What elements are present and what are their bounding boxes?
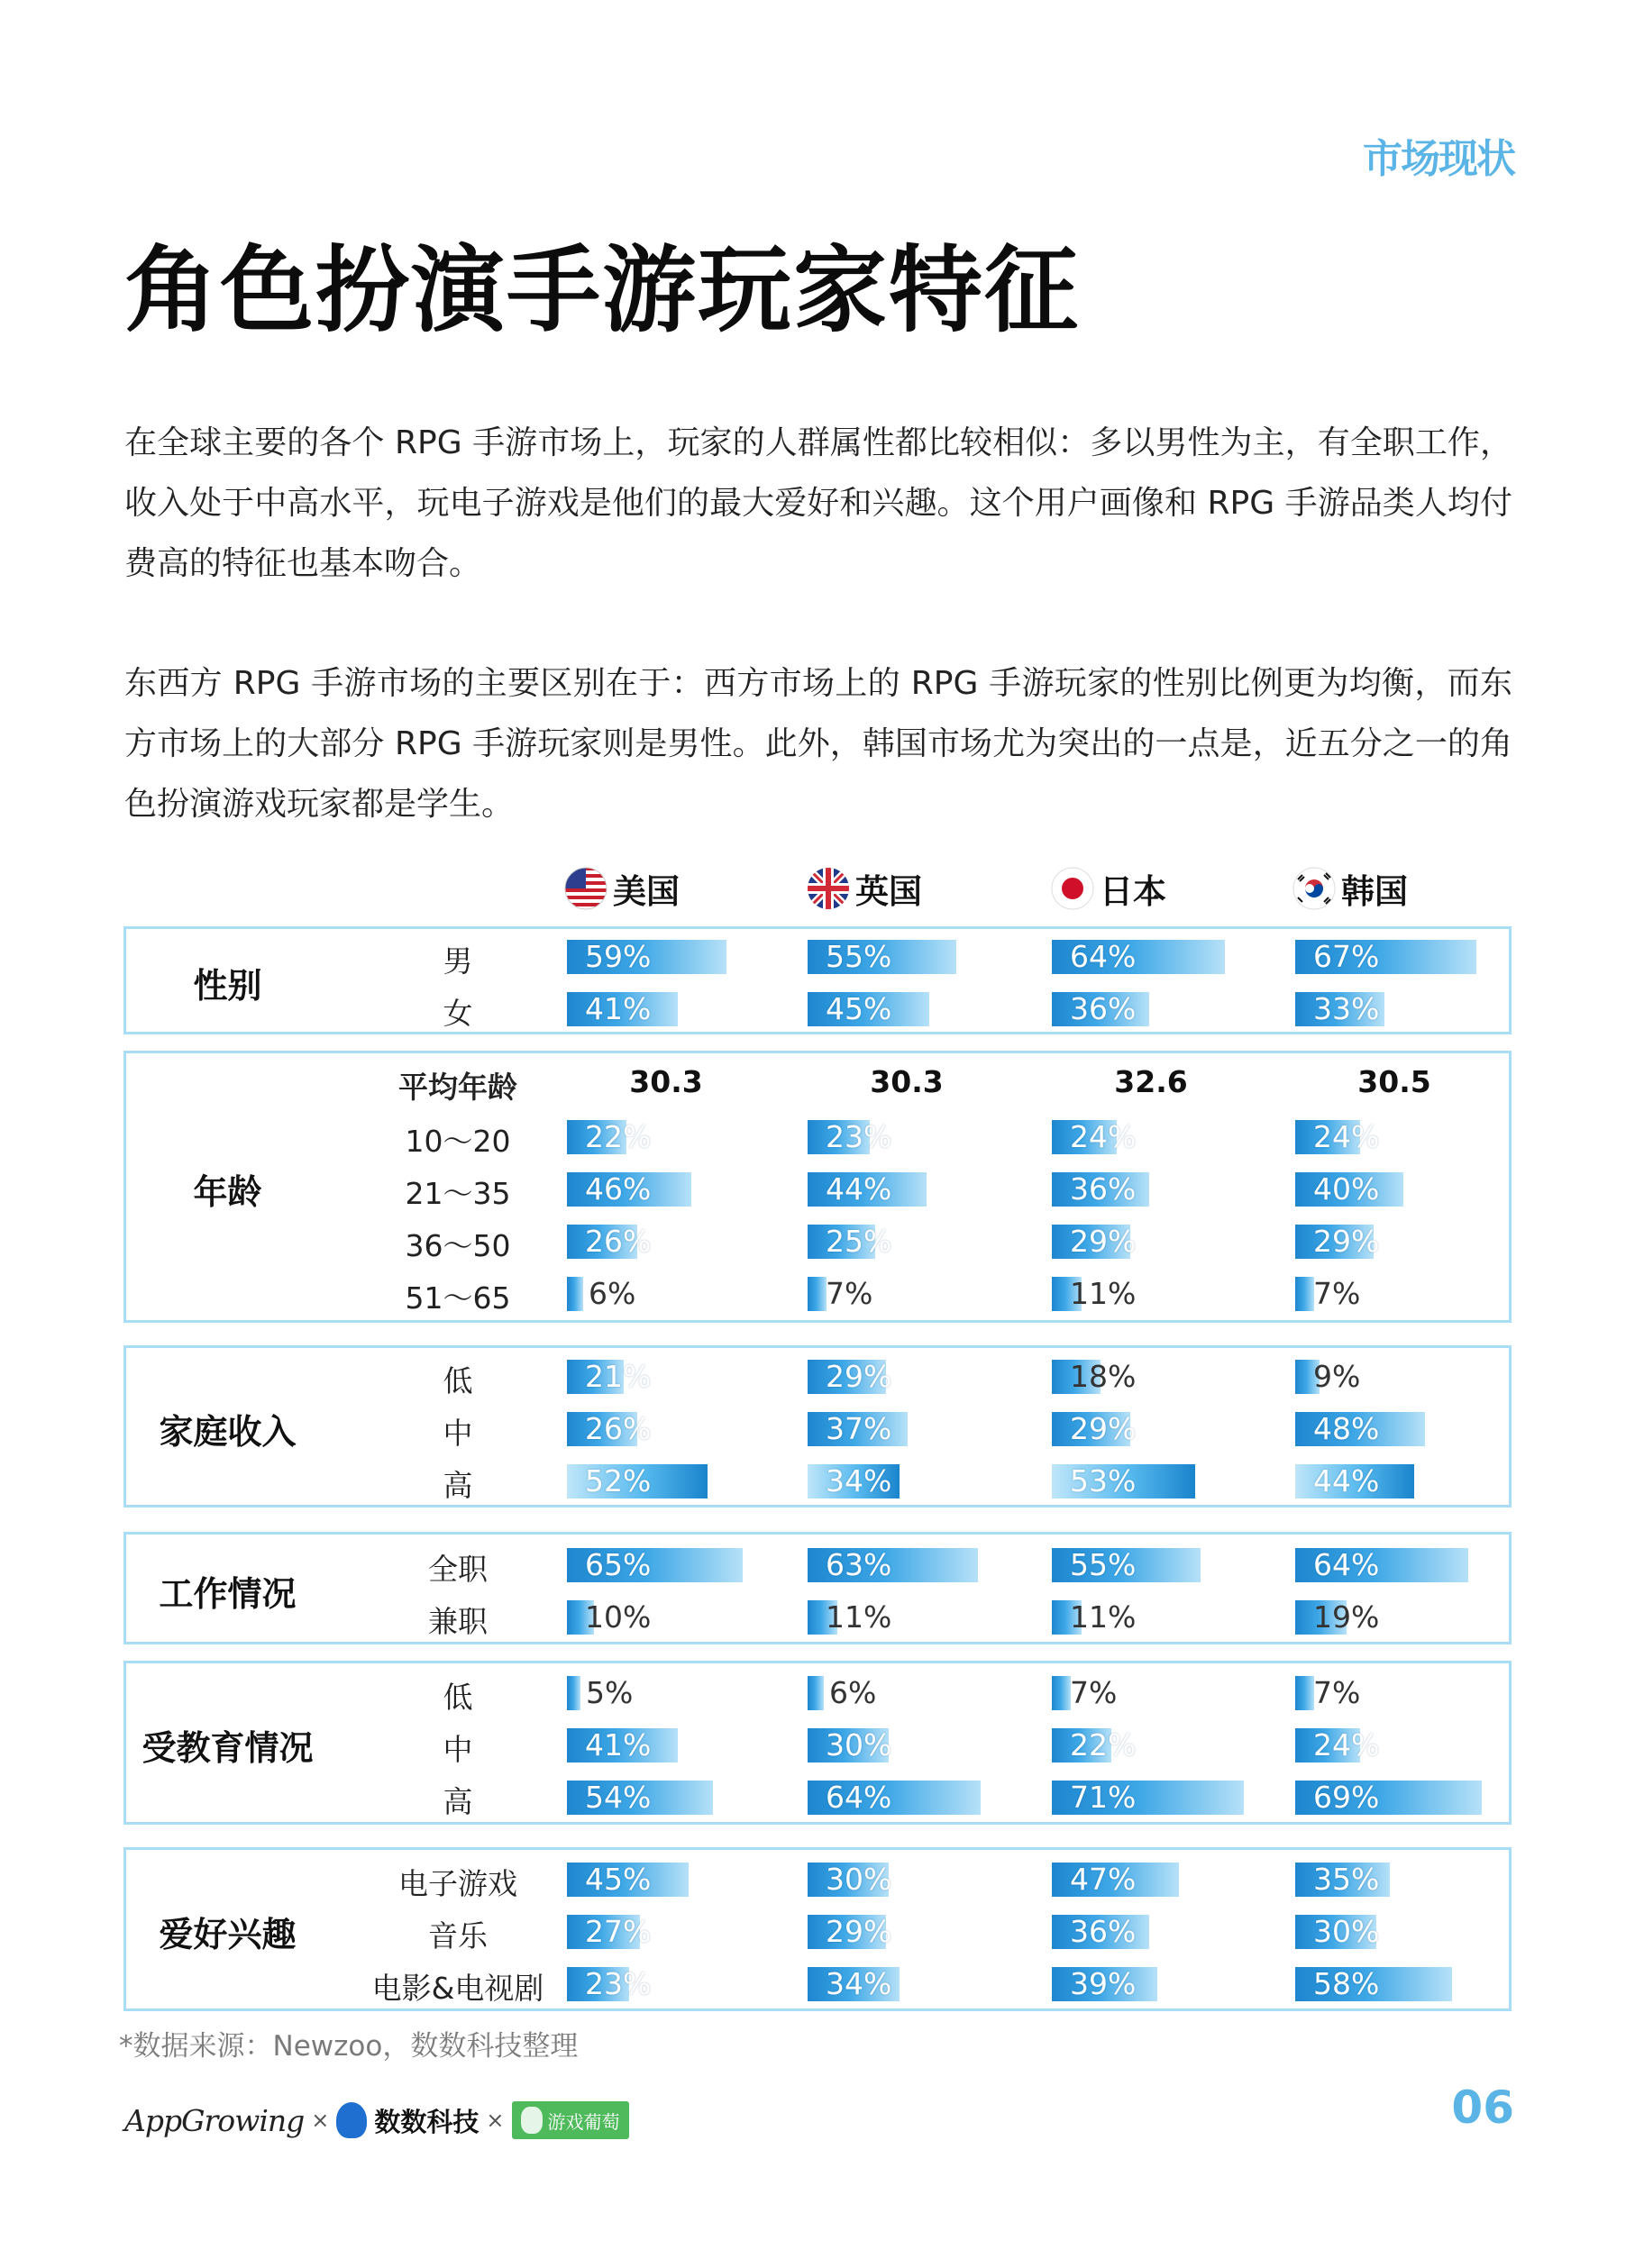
data-bar (1295, 1277, 1314, 1311)
group-label: 性别 (193, 966, 262, 1006)
country-header-kr (1292, 865, 1408, 912)
data-value-label: 52% (585, 1463, 652, 1498)
data-value-label: 39% (1070, 1966, 1137, 2001)
logo-separator: × (486, 2108, 505, 2133)
country-header-jp (1051, 865, 1166, 912)
row-label: 低 (443, 1363, 473, 1398)
data-value-label: 23% (585, 1966, 652, 2001)
data-value-label: 10% (585, 1599, 652, 1635)
data-value-label: 7% (1313, 1276, 1361, 1311)
data-value-label: 26% (585, 1224, 652, 1259)
data-value-label: 29% (826, 1914, 892, 1949)
data-bar (567, 1676, 580, 1710)
data-value-label: 5% (586, 1675, 634, 1710)
data-value-label: 41% (585, 991, 652, 1026)
data-value-label: 23% (826, 1119, 892, 1154)
data-value-label: 7% (826, 1276, 873, 1311)
data-value-label: 47% (1070, 1862, 1137, 1897)
data-value-label: 7% (1070, 1675, 1118, 1710)
data-value-label: 45% (826, 991, 892, 1026)
data-value-label: 36% (1070, 1914, 1137, 1949)
data-value-label: 44% (826, 1171, 892, 1207)
country-name: 美国 (613, 872, 680, 911)
data-value-label: 64% (1313, 1546, 1380, 1582)
data-value-label: 48% (1313, 1411, 1380, 1446)
group-label: 家庭收入 (159, 1412, 297, 1452)
uk-flag-icon (807, 867, 850, 910)
us-flag-icon (564, 867, 607, 910)
korea-flag-icon (1292, 867, 1336, 910)
group-label: 年龄 (193, 1172, 262, 1212)
data-value-label: 36% (1070, 1171, 1137, 1207)
data-value-label: 41% (585, 1727, 652, 1762)
row-label: 男 (443, 943, 473, 979)
data-bar (1052, 1676, 1071, 1710)
group-household-income (123, 1345, 1512, 1507)
data-value-label: 25% (826, 1224, 892, 1259)
footer-logos (124, 2098, 629, 2143)
data-value-label: 45% (585, 1862, 652, 1897)
row-label: 51～65 (405, 1280, 511, 1316)
data-value-label: 71% (1070, 1780, 1137, 1815)
data-value-label: 54% (585, 1780, 652, 1815)
japan-flag-icon (1051, 867, 1094, 910)
country-name: 日本 (1100, 872, 1166, 911)
data-value-label: 64% (1070, 939, 1137, 974)
data-value-label: 9% (1313, 1359, 1361, 1394)
data-value-label: 29% (1313, 1224, 1380, 1259)
shushu-head-icon (336, 2102, 367, 2138)
data-value-label: 27% (585, 1914, 652, 1949)
data-source-note: *数据来源：Newzoo，数数科技整理 (119, 2030, 579, 2063)
shushu-logo-text: 数数科技 (374, 2106, 480, 2137)
data-value-label: 29% (826, 1359, 892, 1394)
page-number: 06 (1451, 2081, 1514, 2134)
data-value-label: 22% (585, 1119, 652, 1154)
data-value-label: 46% (585, 1171, 652, 1207)
data-value-label: 26% (585, 1411, 652, 1446)
row-label: 高 (443, 1784, 473, 1819)
data-value-label: 63% (826, 1546, 892, 1582)
data-value-label: 37% (826, 1411, 892, 1446)
data-value-label: 22% (1070, 1727, 1137, 1762)
data-value-label: 53% (1070, 1463, 1137, 1498)
data-value-label: 7% (1313, 1675, 1361, 1710)
section-label: 市场现状 (1363, 136, 1514, 182)
data-value-label: 21% (585, 1359, 652, 1394)
average-age-value: 32.6 (1114, 1064, 1188, 1099)
data-value-label: 24% (1070, 1119, 1137, 1154)
data-value-label: 67% (1313, 939, 1380, 974)
data-value-label: 30% (1313, 1914, 1380, 1949)
data-value-label: 19% (1313, 1599, 1380, 1635)
row-label: 36～50 (405, 1228, 511, 1263)
youxiputao-logo (512, 2101, 629, 2139)
data-bar (808, 1277, 827, 1311)
data-value-label: 6% (829, 1675, 877, 1710)
row-label: 兼职 (428, 1603, 488, 1639)
data-bar (808, 1676, 824, 1710)
country-header-uk (807, 865, 922, 912)
data-value-label: 34% (826, 1966, 892, 2001)
data-value-label: 40% (1313, 1171, 1380, 1207)
data-value-label: 11% (1070, 1599, 1137, 1635)
data-value-label: 64% (826, 1780, 892, 1815)
intro-paragraph-1: 在全球主要的各个 RPG 手游市场上，玩家的人群属性都比较相似：多以男性为主，有全职工作，收入处于中高水平，玩电子游戏是他们的最大爱好和兴趣。这个用户画像和 RPG 手游品类人均付费高的特征也基本吻合。 (124, 424, 1512, 582)
row-label: 女 (443, 996, 473, 1031)
data-value-label: 11% (826, 1599, 892, 1635)
row-label: 21～35 (405, 1176, 511, 1211)
row-label: 10～20 (405, 1124, 511, 1159)
group-employment (123, 1532, 1512, 1644)
row-label: 音乐 (428, 1918, 488, 1954)
row-label: 电子游戏 (398, 1866, 517, 1901)
row-label: 低 (443, 1680, 473, 1715)
group-education (123, 1661, 1512, 1825)
data-value-label: 30% (826, 1727, 892, 1762)
data-bar (1295, 1676, 1314, 1710)
data-value-label: 30% (826, 1862, 892, 1897)
data-value-label: 29% (1070, 1411, 1137, 1446)
group-interests (123, 1847, 1512, 2011)
data-value-label: 24% (1313, 1119, 1380, 1154)
row-label: 电影&电视剧 (371, 1971, 544, 2006)
grape-icon (521, 2107, 543, 2134)
data-value-label: 36% (1070, 991, 1137, 1026)
data-value-label: 11% (1070, 1276, 1137, 1311)
data-value-label: 33% (1313, 991, 1380, 1026)
data-value-label: 24% (1313, 1727, 1380, 1762)
data-value-label: 58% (1313, 1966, 1380, 2001)
data-value-label: 55% (1070, 1546, 1137, 1582)
data-value-label: 35% (1313, 1862, 1380, 1897)
row-label: 高 (443, 1468, 473, 1503)
average-age-value: 30.3 (629, 1064, 703, 1099)
data-value-label: 65% (585, 1546, 652, 1582)
page-title: 角色扮演手游玩家特征 (124, 235, 1081, 345)
row-label: 全职 (428, 1551, 488, 1587)
appgrowing-logo: AppGrowing (124, 2102, 305, 2138)
row-label-average-age: 平均年龄 (398, 1070, 517, 1105)
group-gender (123, 926, 1512, 1034)
data-value-label: 6% (589, 1276, 636, 1311)
data-value-label: 69% (1313, 1780, 1380, 1815)
group-age (123, 1051, 1512, 1323)
logo-separator: × (311, 2108, 330, 2133)
average-age-value: 30.5 (1357, 1064, 1431, 1099)
country-name: 韩国 (1341, 872, 1408, 911)
country-name: 英国 (855, 872, 922, 911)
data-value-label: 18% (1070, 1359, 1137, 1394)
shushu-logo (336, 2102, 479, 2139)
group-label: 爱好兴趣 (159, 1915, 297, 1954)
group-label: 工作情况 (159, 1573, 297, 1614)
average-age-value: 30.3 (870, 1064, 944, 1099)
country-header-us (564, 865, 680, 912)
data-value-label: 55% (826, 939, 892, 974)
data-value-label: 29% (1070, 1224, 1137, 1259)
data-bar (567, 1277, 583, 1311)
data-value-label: 59% (585, 939, 652, 974)
row-label: 中 (443, 1732, 473, 1767)
row-label: 中 (443, 1416, 473, 1451)
intro-paragraph-2: 东西方 RPG 手游市场的主要区别在于：西方市场上的 RPG 手游玩家的性别比例更为均衡，而东方市场上的大部分 RPG 手游玩家则是男性。此外，韩国市场尤为突出的一点是，近五分之一的角色扮演游戏玩家都是学生。 (124, 665, 1512, 823)
group-label: 受教育情况 (142, 1728, 314, 1768)
data-value-label: 34% (826, 1463, 892, 1498)
data-value-label: 44% (1313, 1463, 1380, 1498)
youxiputao-logo-text: 游戏葡萄 (547, 2110, 620, 2133)
